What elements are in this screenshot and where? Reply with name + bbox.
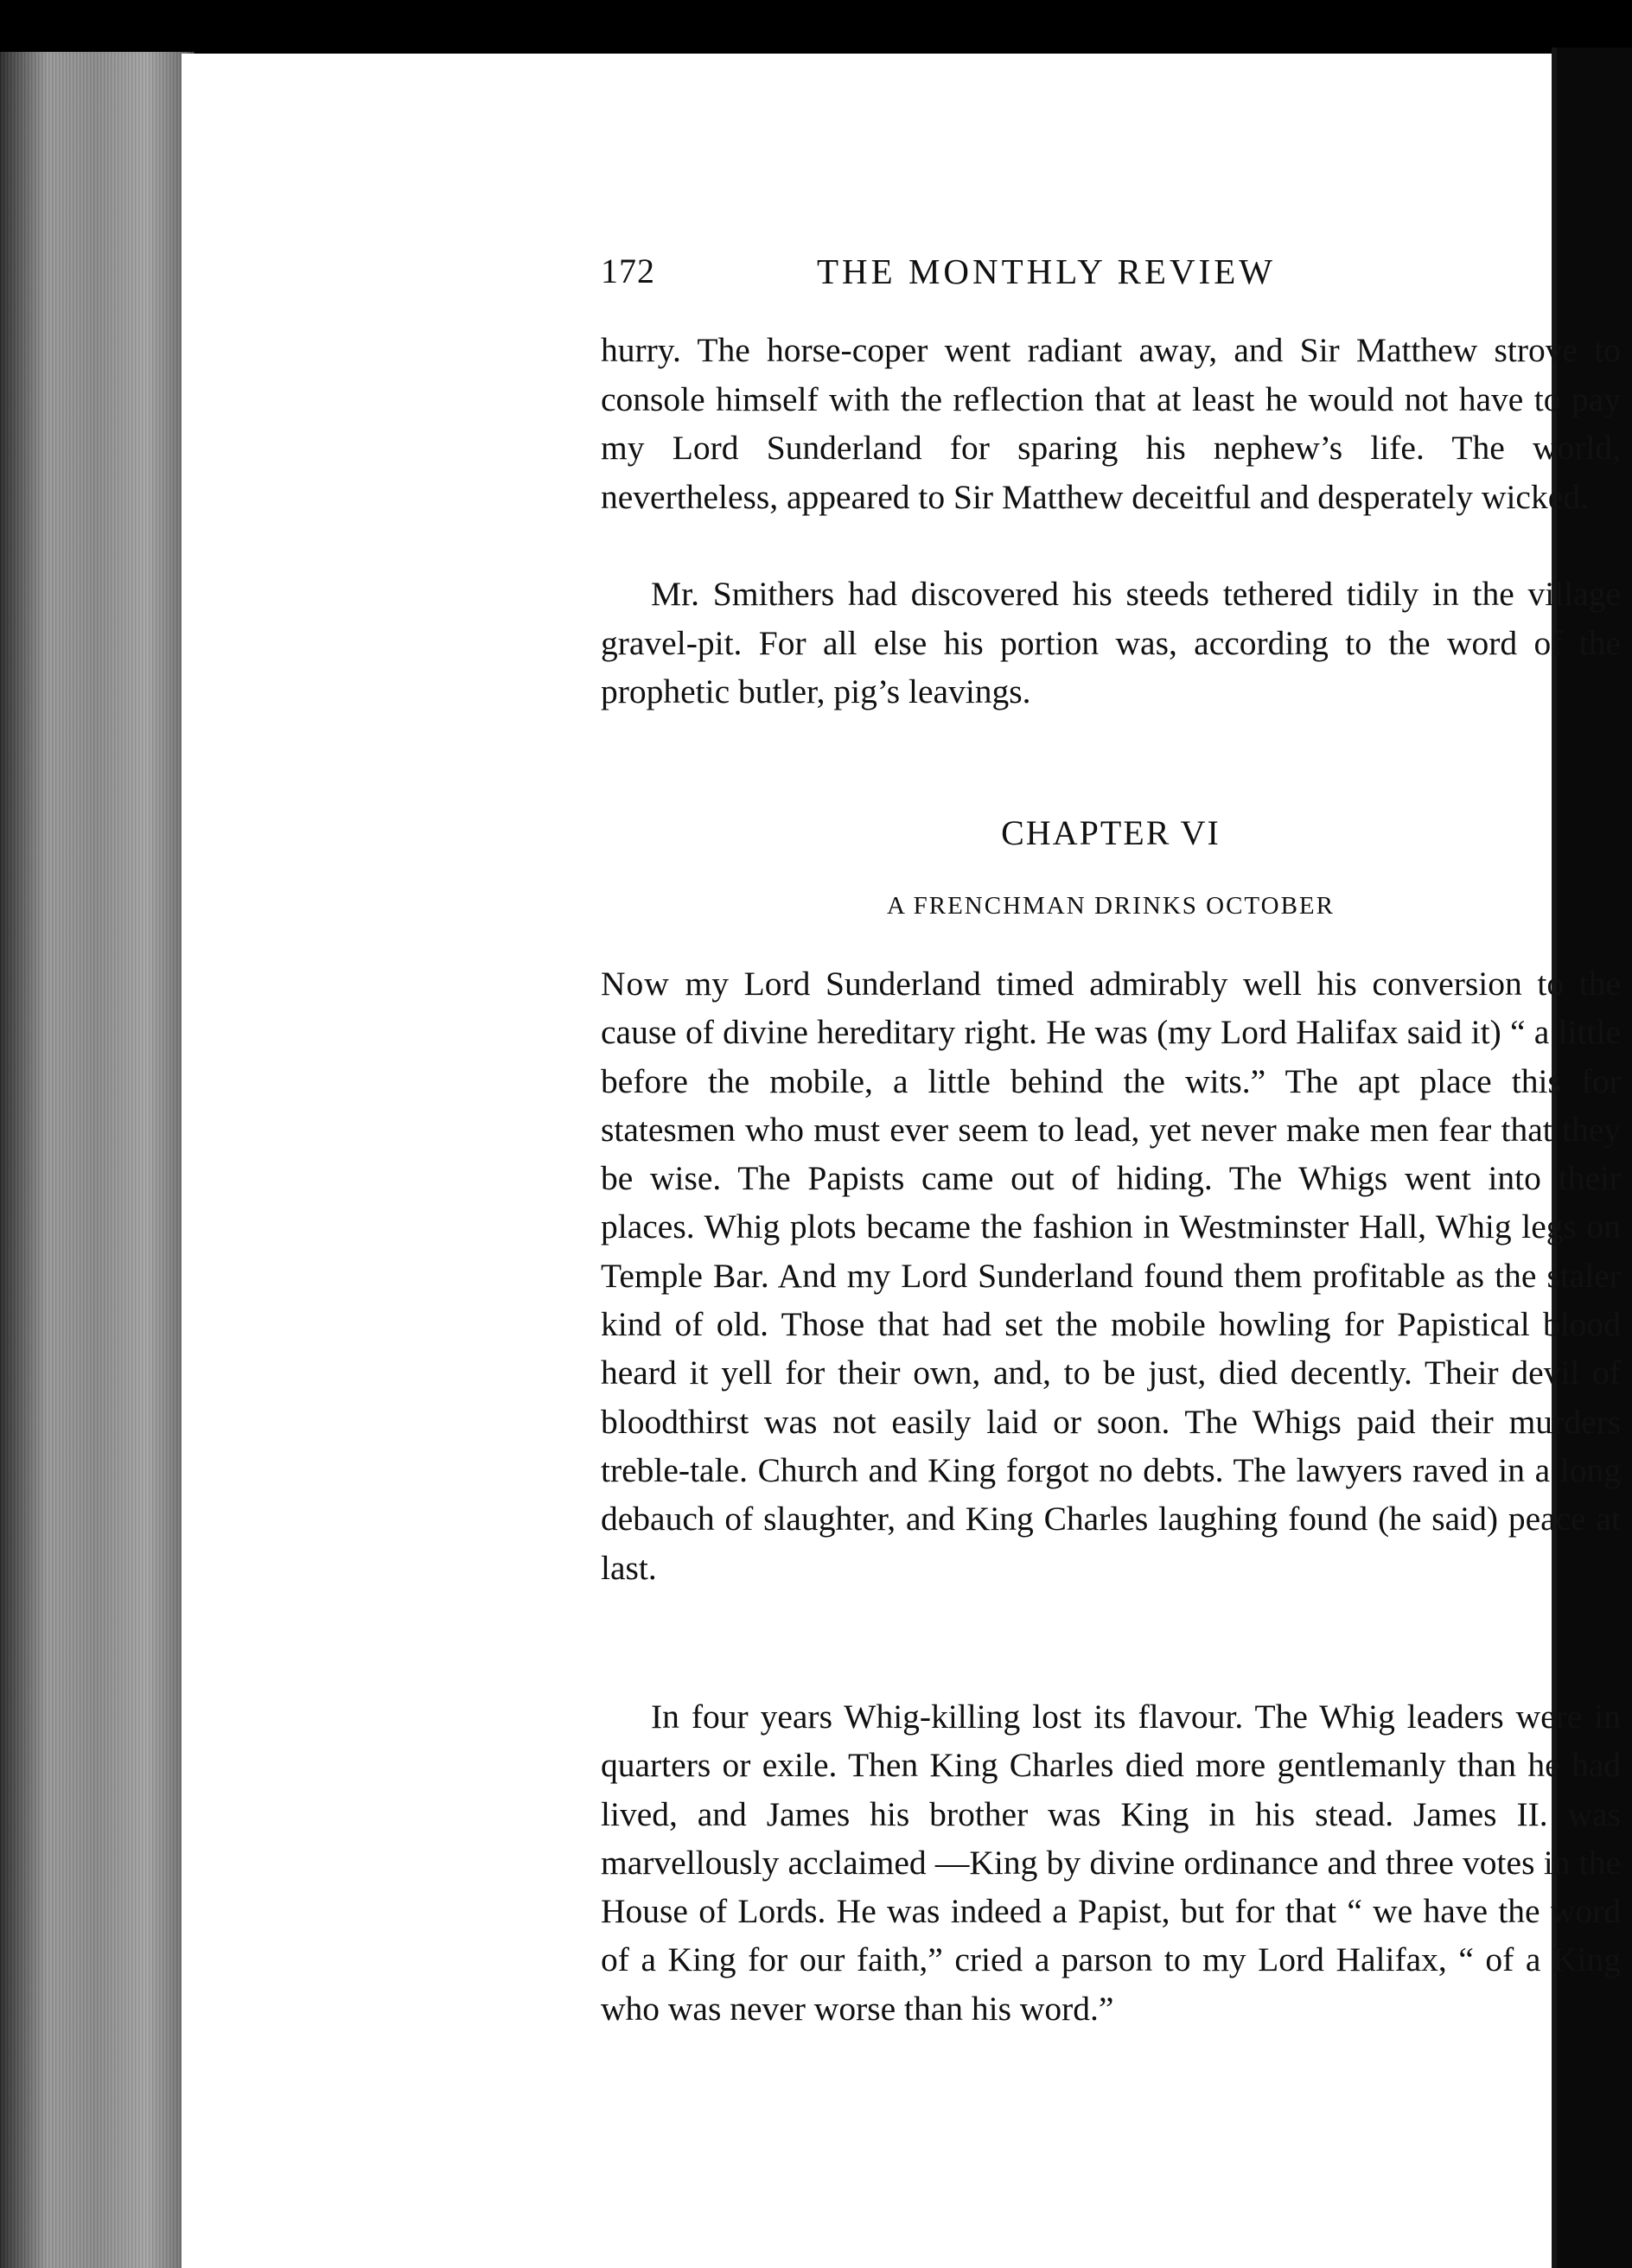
journal-title: THE MONTHLY REVIEW bbox=[817, 252, 1276, 291]
book-page-edges bbox=[0, 52, 194, 2268]
chapter-subtitle: A FRENCHMAN DRINKS OCTOBER bbox=[887, 892, 1335, 920]
paragraph-whig-killing: In four years Whig-killing lost its flavour. The Whig leaders were in quarters or exile. Then King Charles died more gentlemanly than he had lived, and James his brother was King in his stead. James II. was marvellously acclaimed —King by divine ordinance and three votes in the House of Lords. He was indeed a Papist, but for that “ we have the word of a King for our faith,” cried a parson to my Lord Halifax, “ of a King who was never worse than his word.” bbox=[601, 1698, 1621, 2028]
paragraph-continuation: hurry. The horse-coper went radiant away, and Sir Matthew strove to console himself with the reflection that at least he would not have to pay my Lord Sunderland for sparing his nephew’s life. The world, nevertheless, appeared to Sir Matthew deceitful and desperately wicked. bbox=[601, 331, 1621, 516]
page-sheet bbox=[182, 54, 1621, 2268]
page-number: 172 bbox=[601, 252, 655, 290]
paragraph-chapter-opening bbox=[601, 959, 1621, 1592]
paragraph-chapter-opening-text: my Lord Sunderland timed admirably well his conversion to the cause of divine hereditary right. He was (my Lord Halifax said it) “ a little before the mobile, a little behind the wits.” The apt place this for statesmen who must ever seem to lead, yet never make men fear that they be wise. The Papists came out of hiding. The Whigs went into their places. Whig plots became the fashion in Westminster Hall, Whig legs on Temple Bar. And my Lord Sunderland found them profitable as the staler kind of old. Those that had set the mobile howling for Papistical blood heard it yell for their own, and, to be just, died decently. Their devil of bloodthirst was not easily laid or soon. The Whigs paid their murders treble-tale. Church and King forgot no debts. The lawyers raved in a long debauch of slaughter, and King Charles laughing found (he said) peace at last. bbox=[601, 965, 1621, 1587]
opening-word: Now bbox=[601, 965, 670, 1003]
running-head bbox=[601, 251, 1621, 303]
chapter-title: CHAPTER VI bbox=[1001, 813, 1221, 852]
paragraph-smithers: Mr. Smithers had discovered his steeds tethered tidily in the village gravel-pit. For all else his portion was, according to the word of the prophetic butler, pig’s leavings. bbox=[601, 575, 1621, 711]
